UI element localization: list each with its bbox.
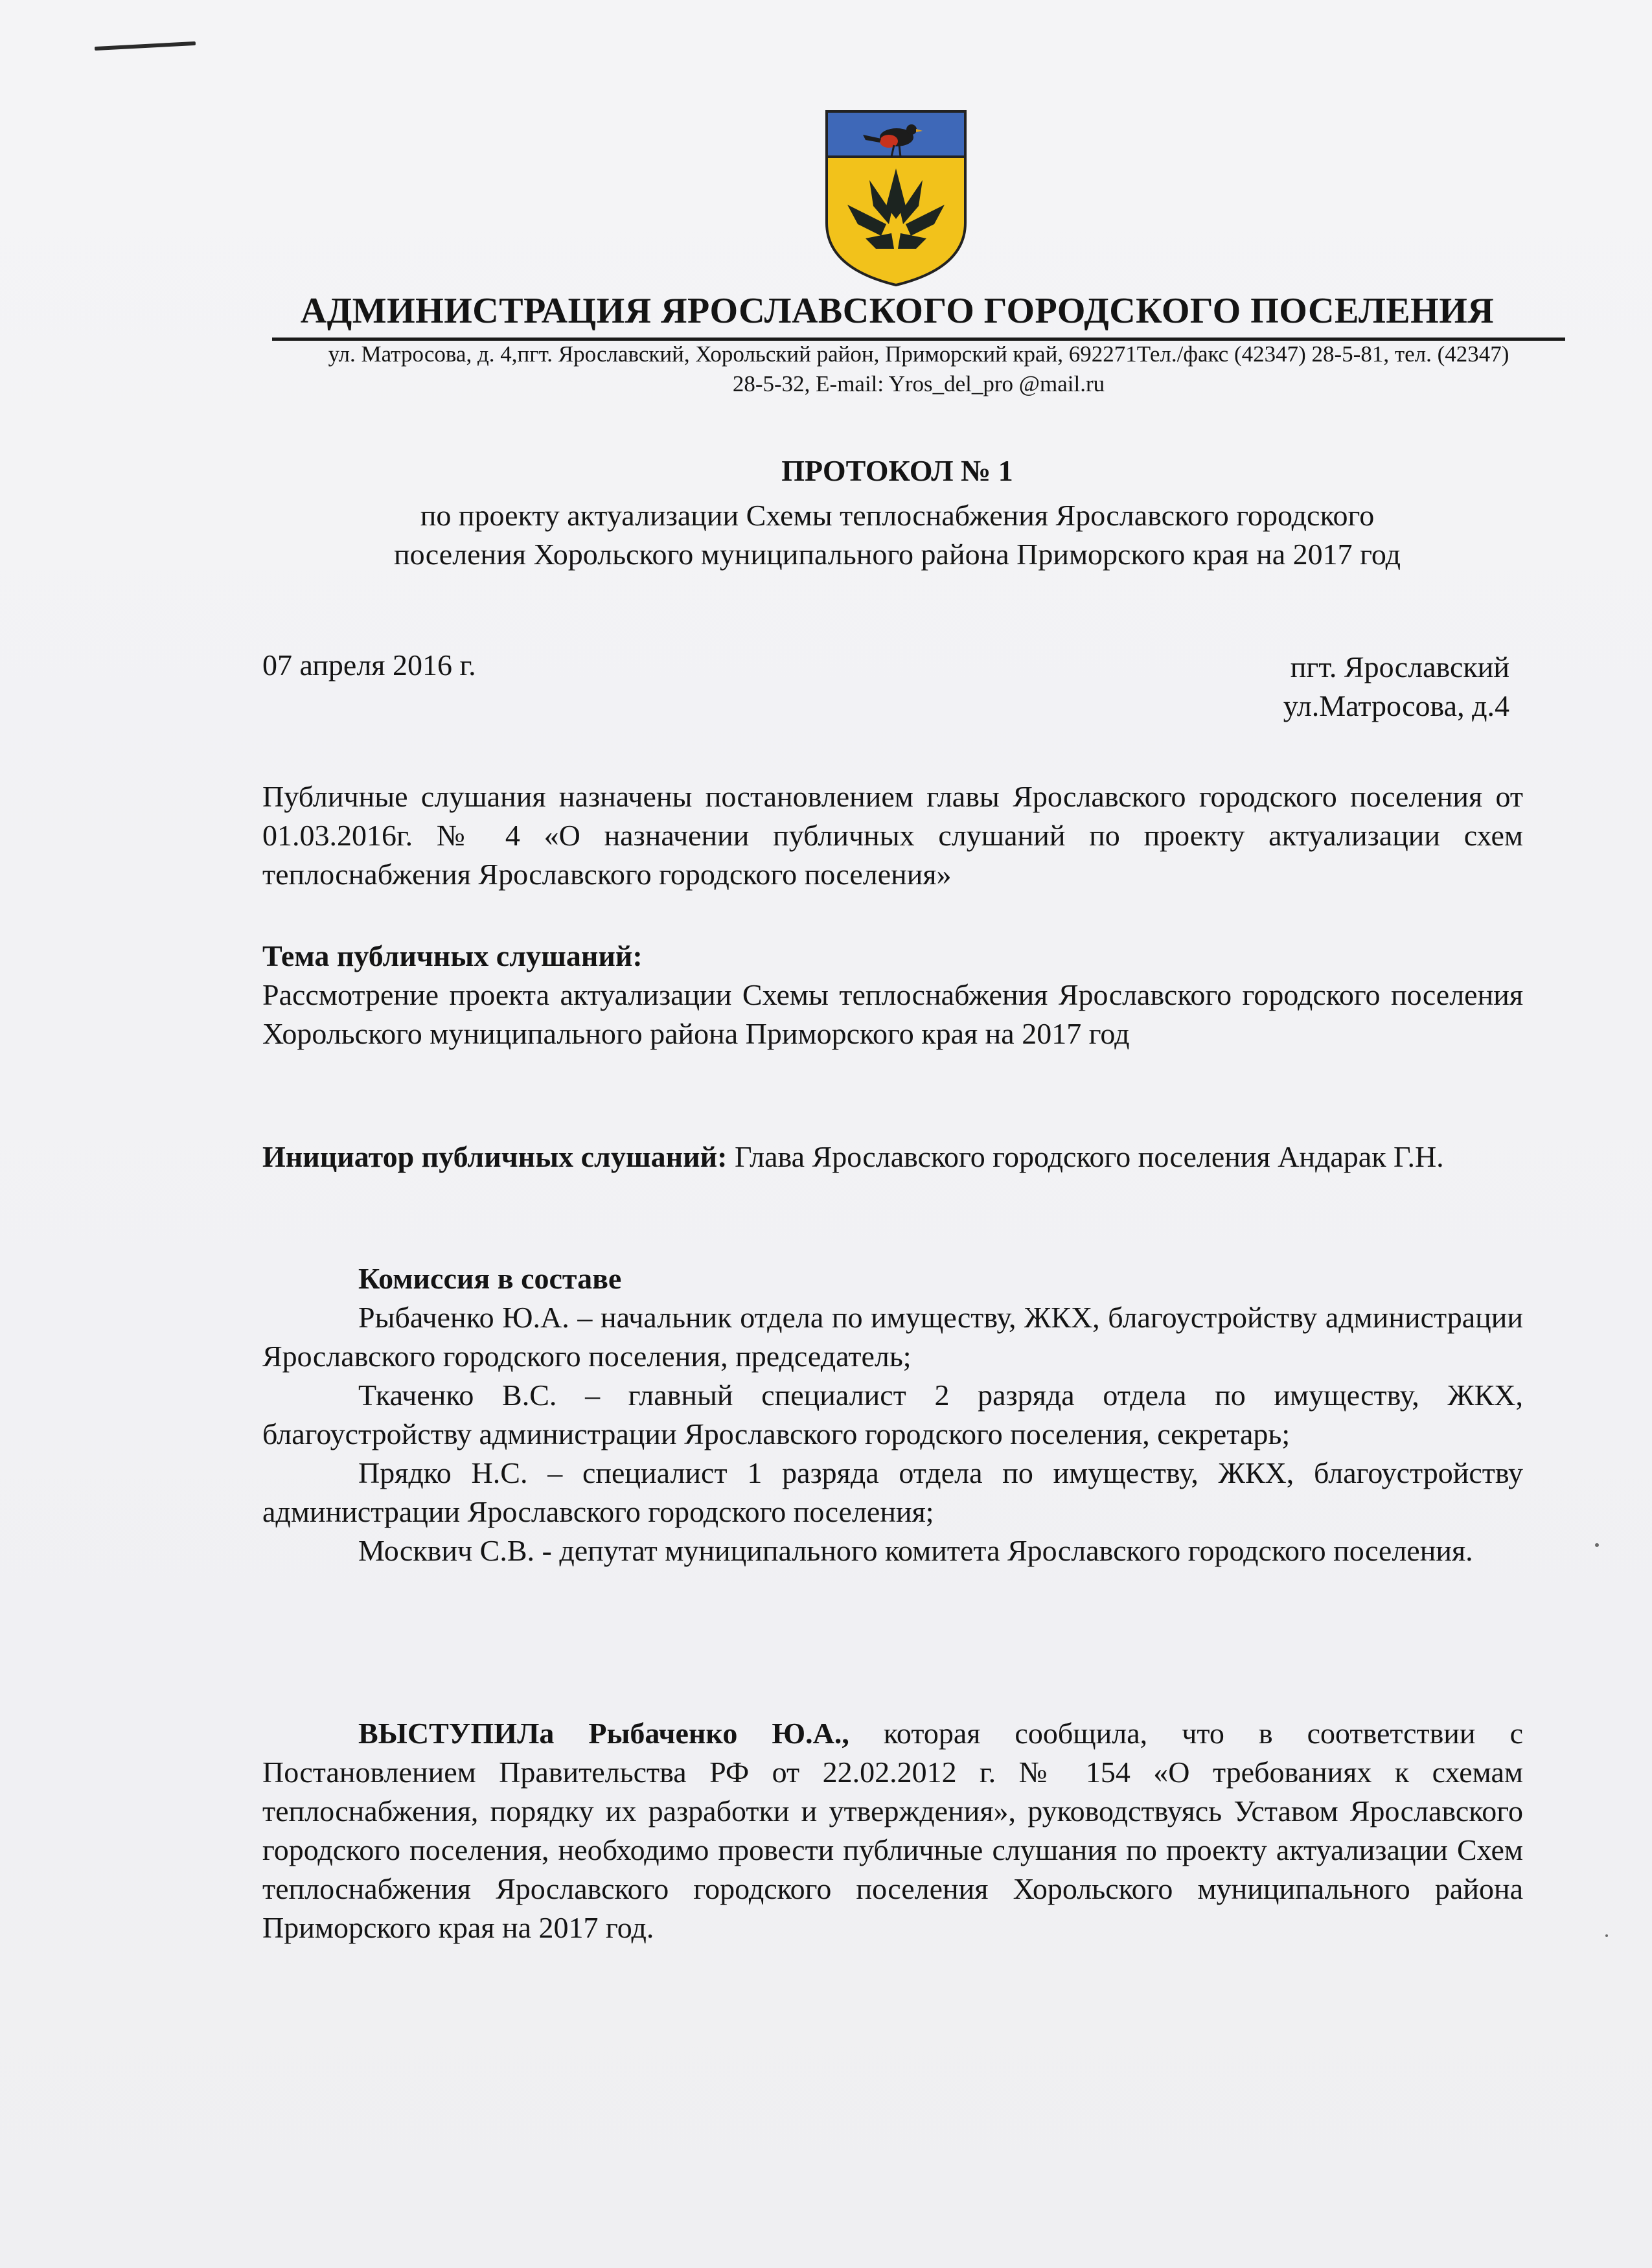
initiator-label: Инициатор публичных слушаний: [262,1140,728,1173]
speck [1605,1934,1608,1937]
protocol-title: ПРОТОКОЛ № 1 [781,454,1013,487]
address-line-1: ул. Матросова, д. 4,пгт. Ярославский, Хорольский район, Приморский край, 692271Тел./факс (42347) 28-5-81, тел. (42347) [328,341,1509,367]
intro-text: Публичные слушания назначены постановлением главы Ярославского городского поселения от 01.03.2016г. № 4 «О назначении публичных слушаний по проекту актуализации схем теплоснабжения Ярославского городского поселения» [262,780,1523,891]
speech-label: ВЫСТУПИЛа Рыбаченко Ю.А., [358,1717,849,1750]
commission-member: Рыбаченко Ю.А. – начальник отдела по имуществу, ЖКХ, благоустройству администрации Ярославского городского поселения, председатель; [262,1301,1523,1373]
place-line-1: пгт. Ярославский [1290,650,1509,683]
organization-title: АДМИНИСТРАЦИЯ ЯРОСЛАВСКОГО ГОРОДСКОГО ПОСЕЛЕНИЯ [300,291,1495,331]
protocol-subtitle-line-2: поселения Хорольского муниципального района Приморского края на 2017 год [394,538,1401,571]
protocol-subtitle [259,496,1535,574]
commission-label: Комиссия в составе [358,1262,622,1295]
speech-text: которая сообщила, что в соответствии с Постановлением Правительства РФ от 22.02.2012 г. № 154 «О требованиях к схемам теплоснабжения, порядку их разработки и утверждения», руководствуясь Уставом Ярославского городского поселения, необходимо провести публичные слушания по проекту актуализации Схем теплоснабжения Ярославского городского поселения Хорольского муниципального района Приморского края на 2017 год. [262,1717,1523,1944]
topic-text: Рассмотрение проекта актуализации Схемы теплоснабжения Ярославского городского поселения Хорольского муниципального района Приморского края на 2017 год [262,978,1523,1050]
initiator-section [262,1138,1523,1176]
topic-section [262,937,1523,1053]
commission-member: Москвич С.В. - депутат муниципального комитета Ярославского городского поселения. [358,1534,1473,1567]
protocol-place [1283,648,1509,726]
protocol-subtitle-line-1: по проекту актуализации Схемы теплоснабжения Ярославского городского [420,499,1375,532]
address-line-2: 28-5-32, E-mail: Yros_del_pro @mail.ru [732,371,1105,396]
place-line-2: ул.Матросова, д.4 [1283,689,1509,722]
coat-of-arms-emblem [824,109,968,288]
commission-member: Прядко Н.С. – специалист 1 разряда отдела по имуществу, ЖКХ, благоустройству администрации Ярославского городского поселения; [262,1456,1523,1528]
commission-section [262,1259,1523,1570]
commission-member: Ткаченко В.С. – главный специалист 2 разряда отдела по имуществу, ЖКХ, благоустройству администрации Ярославского городского поселения, секретарь; [262,1379,1523,1450]
initiator-text: Глава Ярославского городского поселения Андарак Г.Н. [727,1140,1444,1173]
topic-label: Тема публичных слушаний: [262,939,643,972]
intro-paragraph [262,777,1523,894]
protocol-date: 07 апреля 2016 г. [262,648,476,682]
organization-address [272,339,1565,399]
speech-section [262,1714,1523,1947]
speck [1595,1543,1599,1547]
pen-mark [95,41,196,51]
